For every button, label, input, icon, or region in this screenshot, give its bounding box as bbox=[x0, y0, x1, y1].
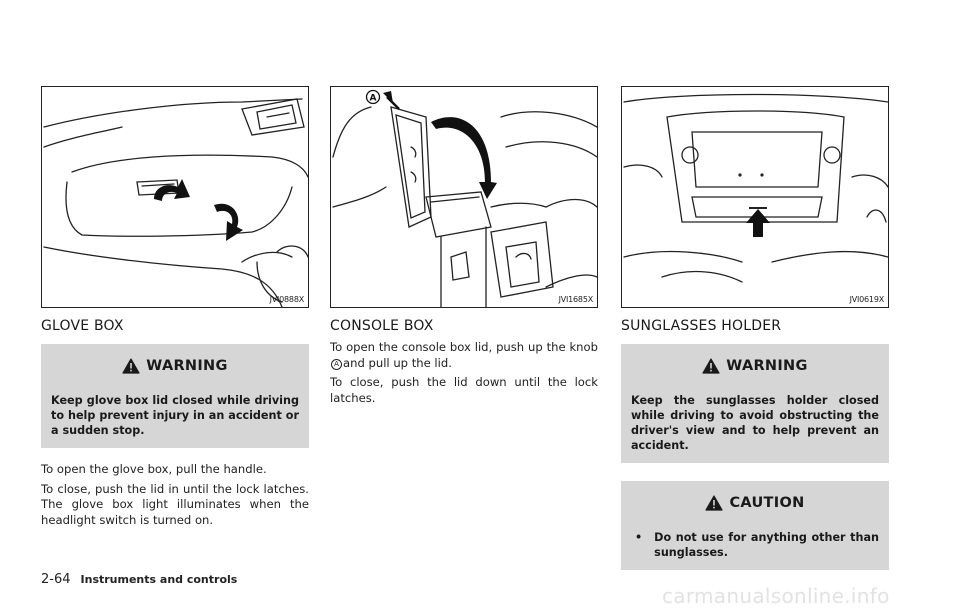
warning-box bbox=[41, 344, 309, 448]
warning-title-row bbox=[51, 353, 299, 379]
figure-callout-label: A bbox=[369, 93, 377, 104]
paragraph: To close, push the lid down until the lock latches. bbox=[330, 375, 598, 405]
column-sunglasses-holder bbox=[621, 86, 889, 570]
section-heading: GLOVE BOX bbox=[41, 318, 124, 334]
warning-text: Keep the sunglasses holder closed while driving to avoid obstructing the driver's view and to help prevent an accident. bbox=[631, 394, 879, 452]
bullet-marker: • bbox=[635, 531, 643, 544]
warning-title: WARNING bbox=[146, 358, 228, 374]
caution-item bbox=[631, 530, 879, 560]
section-heading: SUNGLASSES HOLDER bbox=[621, 318, 782, 334]
warning-box bbox=[621, 344, 889, 463]
footer-section-title: Instruments and controls bbox=[80, 573, 238, 586]
sunglasses-holder-illustration bbox=[621, 86, 889, 308]
warning-triangle-icon bbox=[702, 358, 720, 374]
console-box-illustration bbox=[330, 86, 598, 308]
sunglasses-holder-drawing bbox=[622, 87, 889, 308]
column-console-box bbox=[330, 86, 598, 406]
paragraph-text: and pull up the lid. bbox=[343, 355, 452, 370]
paragraph: To open the glove box, pull the handle. bbox=[41, 462, 267, 476]
watermark: carmanualsonline.info bbox=[662, 584, 890, 608]
glove-box-drawing bbox=[42, 87, 309, 308]
paragraph-text: To open the console box lid, push up the knob bbox=[330, 340, 598, 354]
warning-title: WARNING bbox=[726, 358, 808, 374]
warning-title-row bbox=[631, 353, 879, 379]
figure-code: JVI1685X bbox=[558, 295, 593, 304]
page-footer bbox=[41, 572, 237, 587]
warning-triangle-icon bbox=[122, 358, 140, 374]
knob-callout-label: A bbox=[331, 359, 342, 370]
column-glove-box bbox=[41, 86, 309, 528]
figure-code: JVI0619X bbox=[849, 295, 884, 304]
caution-box bbox=[621, 481, 889, 570]
console-box-drawing bbox=[331, 87, 598, 308]
caution-item-text: Do not use for anything other than sunglasses. bbox=[654, 531, 879, 559]
caution-title-row bbox=[631, 490, 879, 516]
warning-triangle-icon bbox=[705, 495, 723, 511]
section-heading: CONSOLE BOX bbox=[330, 318, 434, 334]
glove-box-illustration bbox=[41, 86, 309, 308]
warning-text: Keep glove box lid closed while driving to help prevent injury in an accident or a sudden stop. bbox=[51, 394, 299, 437]
caution-title: CAUTION bbox=[729, 495, 805, 511]
figure-code: JVI0888X bbox=[269, 295, 304, 304]
page-number: 2-64 bbox=[41, 572, 71, 587]
paragraph bbox=[330, 340, 598, 371]
paragraph: To close, push the lid in until the lock latches. The glove box light illuminates when the headlight switch is turned on. bbox=[41, 481, 309, 527]
